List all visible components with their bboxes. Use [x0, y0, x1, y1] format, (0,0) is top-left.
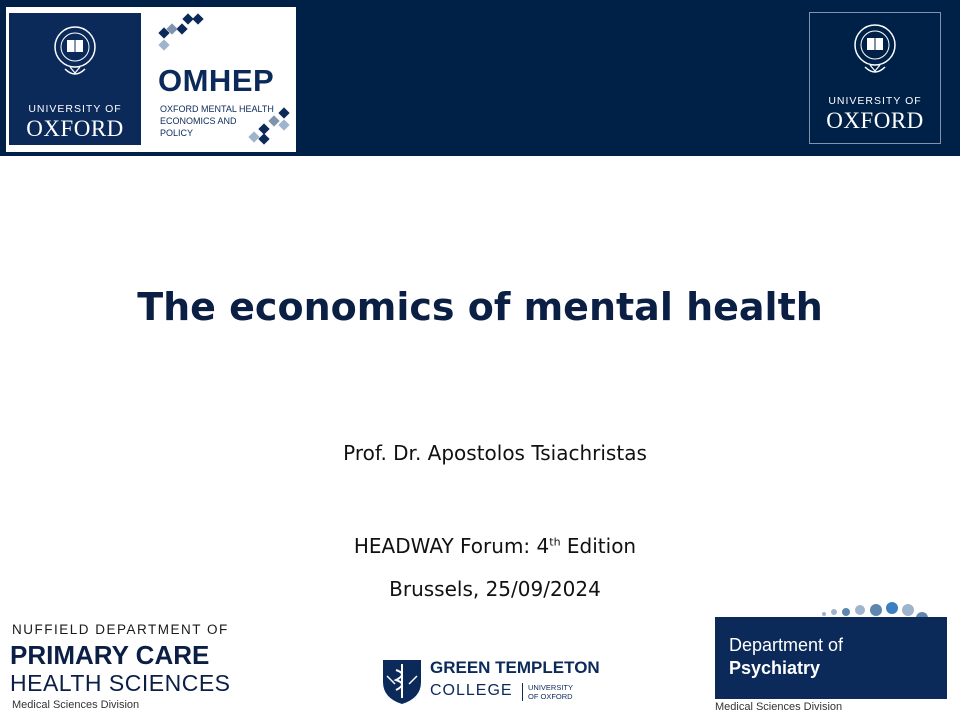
gtc-shield-icon	[381, 656, 423, 706]
event-name	[0, 534, 960, 558]
nuffield-line2: PRIMARY CARE	[10, 640, 210, 670]
oxford-logo-right	[809, 12, 941, 144]
oxford-left-line1: UNIVERSITY OF	[28, 103, 122, 115]
gtc-uni-line2: OF OXFORD	[528, 692, 573, 701]
nuffield-division: Medical Sciences Division	[12, 699, 140, 711]
oxford-logo-left	[9, 13, 141, 145]
place-date: Brussels, 25/09/2024	[389, 577, 601, 601]
nuffield-line3: HEALTH SCIENCES	[10, 670, 231, 696]
omhep-logo-text: OMHEP	[158, 63, 275, 98]
psychiatry-line2: Psychiatry	[729, 658, 821, 678]
partner-logos-panel	[6, 7, 296, 152]
omhep-subtitle-line: POLICY	[160, 128, 194, 138]
event-superscript: th	[549, 535, 561, 549]
header-bar	[0, 0, 960, 156]
psychiatry-line1: Department of	[729, 635, 844, 655]
psychiatry-panel	[715, 617, 947, 699]
event-suffix: Edition	[560, 534, 637, 558]
gtc-university	[522, 683, 573, 701]
oxford-crest-icon	[853, 21, 897, 83]
omhep-subtitle-line: OXFORD MENTAL HEALTH	[160, 104, 274, 114]
nuffield-line1: NUFFIELD DEPARTMENT OF	[12, 622, 229, 637]
omhep-squares-bottom-icon	[242, 107, 294, 147]
gtc-line2: COLLEGE	[430, 682, 513, 699]
omhep-squares-top-icon	[156, 13, 216, 53]
oxford-left-line2: OXFORD	[26, 116, 124, 141]
gtc-uni-line1: UNIVERSITY	[528, 683, 574, 692]
oxford-right-line1: UNIVERSITY OF	[828, 95, 922, 107]
oxford-crest-icon	[53, 23, 97, 85]
event-prefix: HEADWAY Forum: 4	[353, 534, 550, 558]
presenter-name: Prof. Dr. Apostolos Tsiachristas	[343, 441, 647, 465]
omhep-subtitle-line: ECONOMICS AND	[160, 116, 237, 126]
gtc-line1: GREEN TEMPLETON	[430, 658, 600, 677]
slide-title: The economics of mental health	[137, 285, 823, 329]
oxford-right-line2: OXFORD	[826, 108, 924, 133]
psychiatry-division: Medical Sciences Division	[715, 701, 843, 713]
